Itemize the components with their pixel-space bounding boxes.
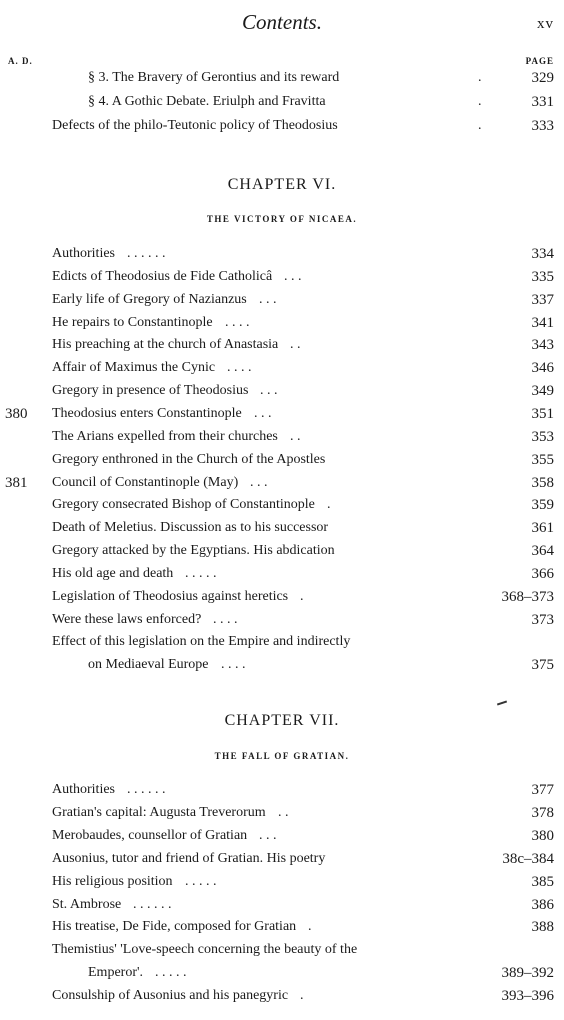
toc-entry — [0, 657, 564, 679]
toc-entry-text: Theodosius enters Constantinople — [52, 405, 242, 421]
leader-dots: . . . — [259, 827, 277, 843]
toc-entry-text: Authorities — [52, 246, 115, 261]
column-header-year: A. D. — [8, 56, 33, 66]
leader-dots: . . . . . . — [133, 896, 172, 912]
leader-dots: . . . — [254, 405, 272, 421]
leader-dots: . . — [290, 337, 301, 353]
toc-entry — [0, 94, 564, 116]
toc-entry-page: 366 — [531, 565, 554, 582]
column-header-page: PAGE — [525, 56, 554, 66]
toc-entry-text: Gratian's capital: Augusta Treverorum — [52, 804, 266, 820]
toc-entry-page: 380 — [531, 827, 554, 844]
toc-entry-text: Consulship of Ausonius and his panegyric — [52, 988, 289, 1004]
toc-entry-page: 335 — [531, 268, 554, 285]
toc-entry — [0, 520, 564, 542]
toc-entry-text: Edicts of Theodosius de Fide Catholicâ — [52, 268, 273, 284]
toc-entry — [0, 805, 564, 827]
toc-entry-text: Legislation of Theodosius against heretics — [52, 588, 289, 604]
leader-dots: . . . . . — [155, 965, 187, 981]
toc-entry-page: 333 — [531, 118, 554, 134]
leader-dots: . . . . . — [185, 873, 217, 889]
toc-entry-text: Were these laws enforced? — [52, 611, 202, 627]
toc-entry-text: His treatise, De Fide, composed for Gratian — [52, 919, 297, 935]
chapter-subtitle: THE VICTORY OF NICAEA. — [206, 214, 358, 224]
toc-entry-page: 375 — [531, 657, 554, 674]
toc-entry-text: His religious position — [52, 873, 173, 889]
toc-entry — [0, 118, 564, 140]
toc-entry — [0, 315, 564, 337]
toc-entry — [0, 919, 564, 941]
toc-entry-page: 349 — [531, 383, 554, 400]
toc-entry-page: 346 — [531, 360, 554, 377]
toc-entry — [0, 360, 564, 382]
toc-entry-page: 337 — [531, 291, 554, 308]
leader-dots: . . . . — [225, 314, 250, 330]
toc-entry — [0, 612, 564, 634]
toc-entry-text: Gregory attacked by the Egyptians. His abdication — [52, 543, 335, 559]
toc-entry-page: 368–373 — [501, 588, 554, 605]
toc-entry — [0, 634, 564, 656]
toc-entry-page: 377 — [531, 782, 554, 798]
toc-entry — [0, 337, 564, 359]
toc-entry-text: Death of Meletius. Discussion as to his successor — [52, 520, 329, 536]
leader-dots: . . — [278, 804, 289, 820]
running-title: Contents. — [242, 10, 322, 34]
toc-entry-text: The Arians expelled from their churches — [52, 428, 278, 444]
toc-entry — [0, 897, 564, 919]
toc-entry — [0, 383, 564, 405]
toc-entry — [0, 70, 564, 92]
leader-dots: . . . . . . — [127, 782, 166, 797]
toc-entry-text: Gregory enthroned in the Church of the Apostles — [52, 451, 326, 467]
toc-entry — [0, 874, 564, 896]
leader-dots: . . . — [250, 474, 268, 490]
toc-entry-page: 385 — [531, 873, 554, 890]
toc-entry-page: 358 — [531, 474, 554, 491]
leader-dots: . — [478, 118, 482, 133]
leader-dots: . . . . — [221, 657, 246, 673]
page-number: xv — [537, 16, 554, 32]
toc-entry-text: Defects of the philo-Teutonic policy of Theodosius — [52, 118, 338, 133]
toc-entry — [0, 429, 564, 451]
leader-dots: . . . . . . — [127, 246, 166, 261]
toc-entry-text: Affair of Maximus the Cynic — [52, 360, 216, 376]
toc-entry-page: 359 — [531, 497, 554, 514]
leader-dots: . — [308, 919, 312, 935]
toc-entry — [0, 942, 564, 964]
toc-entry-page: 378 — [531, 804, 554, 821]
toc-entry-text: Authorities — [52, 782, 115, 797]
toc-entry-text: § 3. The Bravery of Gerontius and its reward — [88, 70, 340, 85]
stray-pen-mark — [497, 701, 507, 706]
toc-entry — [0, 292, 564, 314]
leader-dots: . — [327, 497, 331, 513]
toc-entry-text: Ausonius, tutor and friend of Gratian. His poetry — [52, 850, 326, 866]
toc-entry — [0, 475, 564, 497]
leader-dots: . . . — [284, 268, 302, 284]
toc-entry — [0, 452, 564, 474]
chapter-title: CHAPTER VI. — [227, 176, 337, 193]
toc-entry — [0, 782, 564, 804]
toc-entry — [0, 497, 564, 519]
toc-entry-page: 341 — [531, 314, 554, 331]
leader-dots: . . . — [259, 291, 277, 307]
leader-dots: . — [300, 588, 304, 604]
toc-entry-page: 386 — [531, 896, 554, 913]
leader-dots: . . . — [260, 383, 278, 399]
toc-entry-page: 355 — [531, 451, 554, 468]
toc-entry-text: Gregory in presence of Theodosius — [52, 383, 249, 399]
toc-entry — [0, 269, 564, 291]
leader-dots: . . . . — [213, 611, 238, 627]
toc-entry-page: 353 — [531, 428, 554, 445]
toc-entry-text: Themistius' 'Love-speech concerning the beauty of the — [52, 942, 358, 958]
toc-entry-page: 38c–384 — [502, 850, 554, 867]
toc-entry — [0, 589, 564, 611]
toc-entry-year: 381 — [5, 474, 28, 491]
leader-dots: . . . . . — [185, 565, 217, 581]
toc-entry-text: Emperor'. — [88, 965, 144, 981]
toc-entry-page: 331 — [531, 94, 554, 110]
toc-entry-page: 343 — [531, 337, 554, 354]
toc-entry-text: He repairs to Constantinople — [52, 314, 213, 330]
toc-entry-text: Merobaudes, counsellor of Gratian — [52, 827, 248, 843]
toc-entry — [0, 246, 564, 268]
toc-entry-text: § 4. A Gothic Debate. Eriulph and Fravitta — [88, 94, 326, 109]
toc-entry-text: His preaching at the church of Anastasia — [52, 337, 279, 353]
chapter-subtitle: THE FALL OF GRATIAN. — [214, 751, 350, 761]
leader-dots: . — [478, 94, 482, 109]
leader-dots: . — [300, 988, 304, 1004]
toc-entry-page: 361 — [531, 520, 554, 537]
toc-entry-page: 334 — [531, 246, 554, 262]
toc-entry-text: Council of Constantinople (May) — [52, 474, 239, 490]
toc-entry — [0, 406, 564, 428]
toc-entry — [0, 566, 564, 588]
toc-entry — [0, 543, 564, 565]
toc-entry — [0, 828, 564, 850]
leader-dots: . . — [290, 428, 301, 444]
toc-entry-text: St. Ambrose — [52, 896, 122, 912]
leader-dots: . . . . — [227, 360, 252, 376]
toc-entry — [0, 988, 564, 1010]
chapter-title: CHAPTER VII. — [224, 712, 340, 729]
toc-entry — [0, 851, 564, 873]
toc-entry-text: Effect of this legislation on the Empire and indirectly — [52, 634, 351, 650]
leader-dots: . — [478, 70, 482, 85]
toc-entry-page: 389–392 — [501, 965, 554, 982]
toc-entry-text: His old age and death — [52, 565, 174, 581]
toc-entry-page: 373 — [531, 611, 554, 628]
toc-entry-text: Early life of Gregory of Nazianzus — [52, 291, 247, 307]
toc-entry-page: 388 — [531, 919, 554, 936]
toc-entry — [0, 965, 564, 987]
toc-entry-page: 351 — [531, 405, 554, 422]
toc-entry-page: 329 — [531, 70, 554, 86]
toc-entry-page: 393–396 — [501, 988, 554, 1005]
toc-entry-text: Gregory consecrated Bishop of Constantinople — [52, 497, 315, 513]
toc-entry-page: 364 — [531, 543, 554, 560]
toc-entry-year: 380 — [5, 405, 28, 422]
toc-entry-text: on Mediaeval Europe — [88, 657, 209, 673]
